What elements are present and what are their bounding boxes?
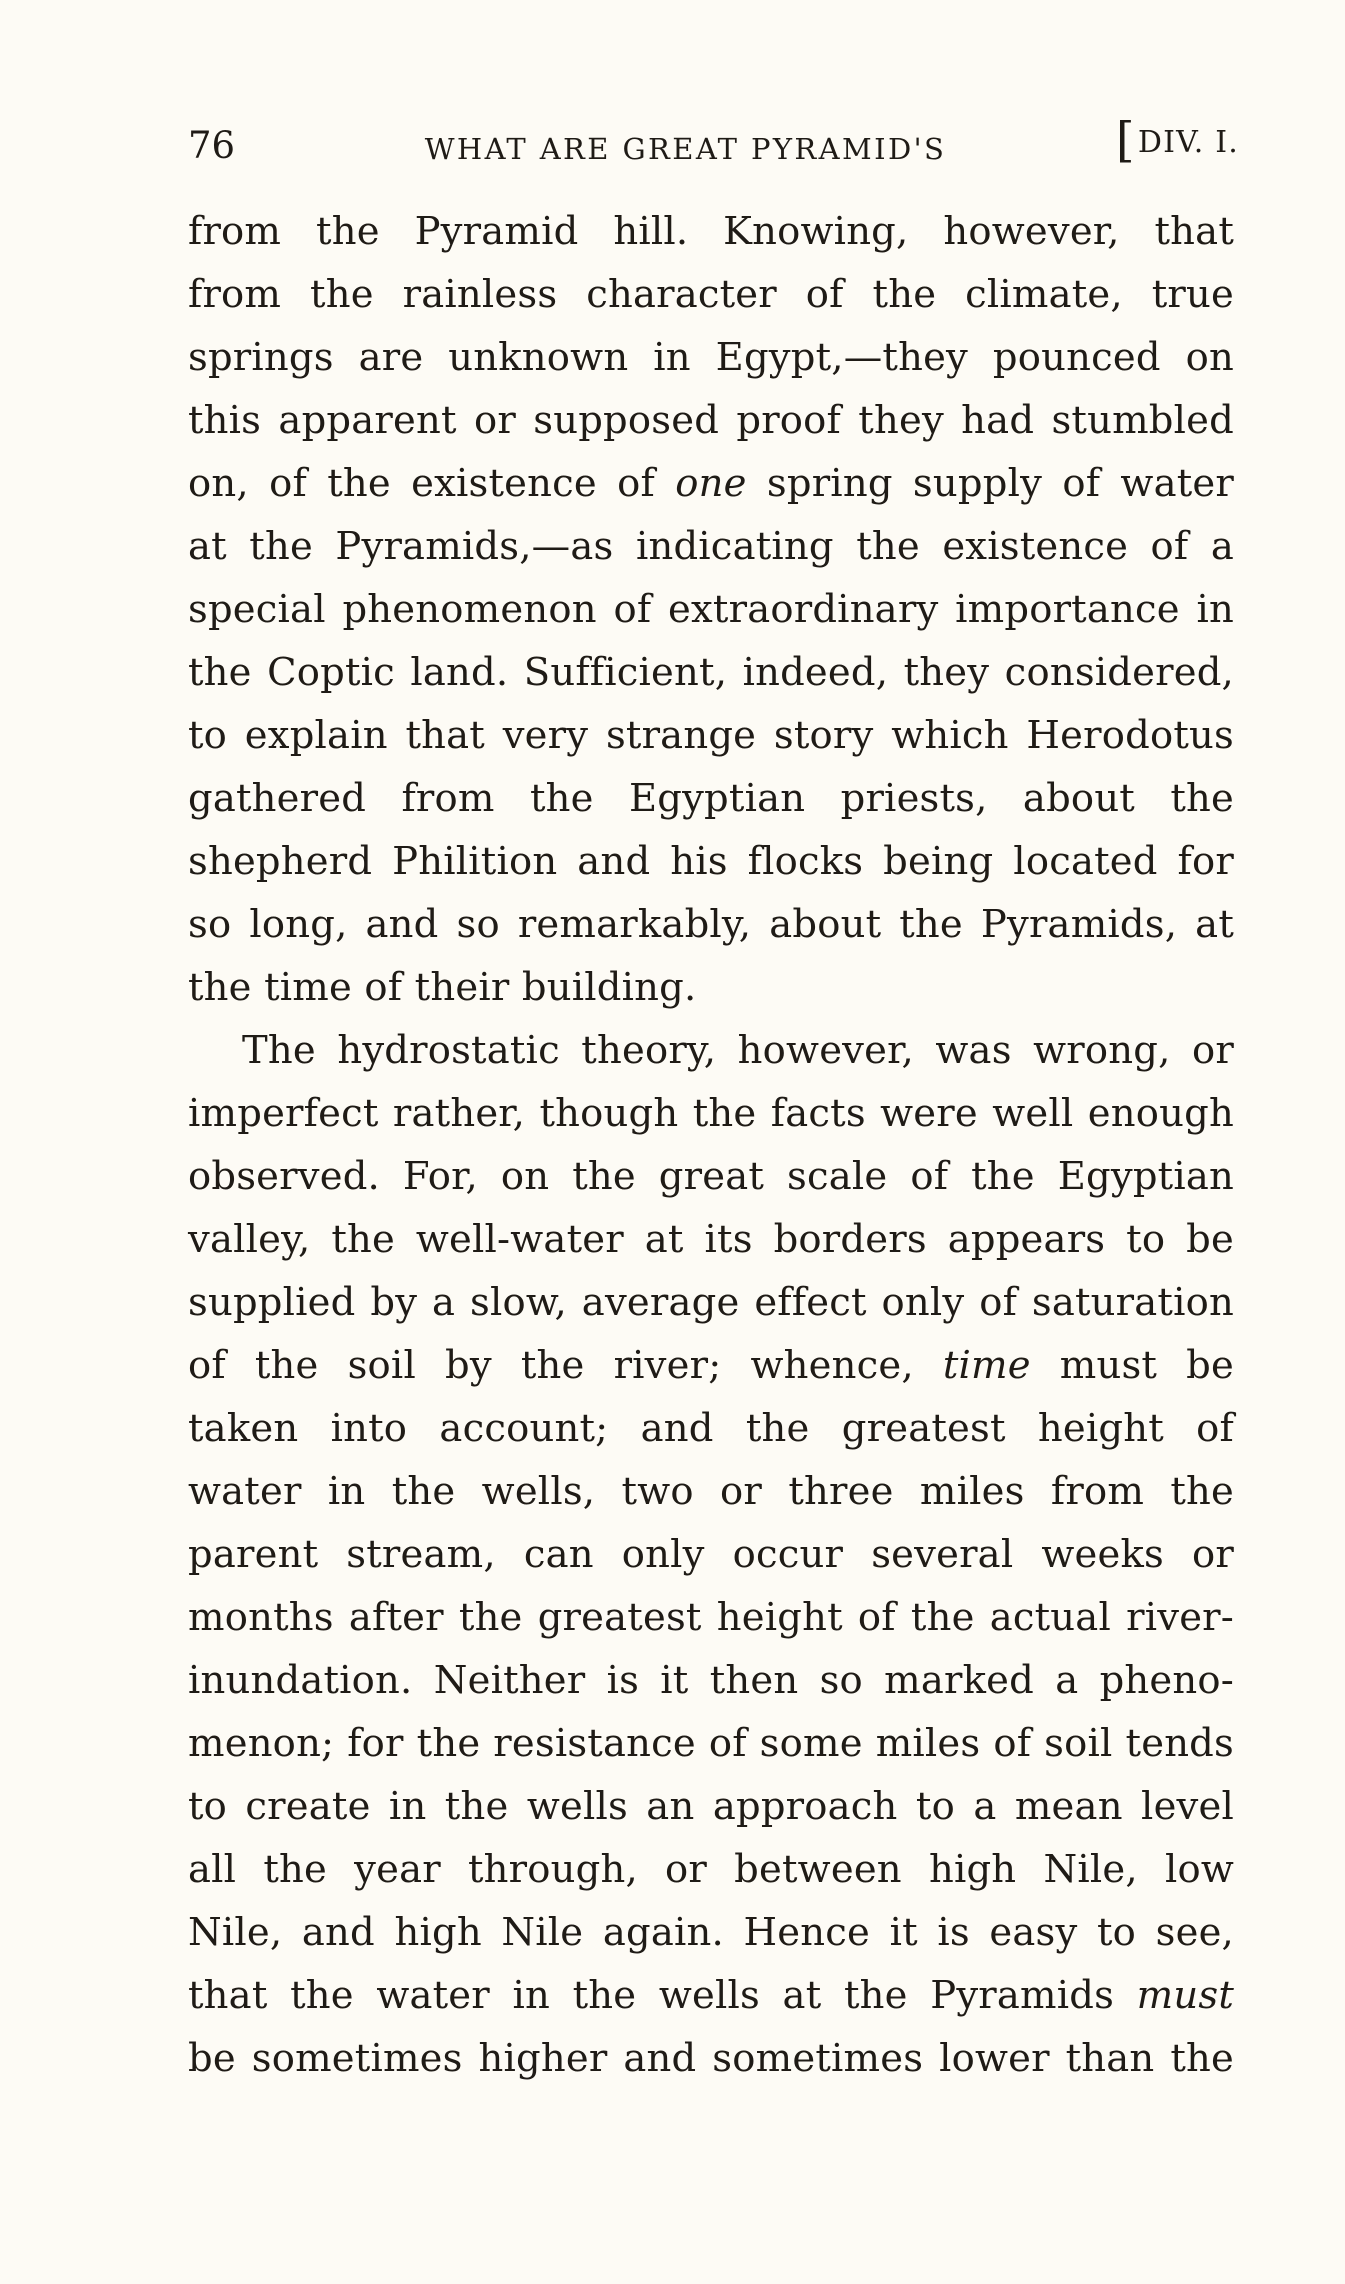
division-marker	[1115, 112, 1239, 168]
text-line: parent stream, can only occur several weeks or	[188, 1532, 1234, 1577]
text-line: The hydrostatic theory, however, was wrong, or	[242, 1028, 1234, 1073]
text-line: months after the greatest height of the actual river-	[188, 1595, 1234, 1640]
text-line: supplied by a slow, average effect only of saturation	[188, 1280, 1234, 1325]
emphasized-word: one	[675, 461, 747, 506]
text-line: this apparent or supposed proof they had stumbled	[188, 398, 1234, 443]
text-line: from the rainless character of the climate, true	[188, 272, 1234, 317]
text-line	[188, 1964, 1234, 2027]
text-line: inundation. Neither is it then so marked a pheno-	[188, 1658, 1234, 1703]
text-line: be sometimes higher and sometimes lower than the	[188, 2036, 1234, 2081]
text-line: the Coptic land. Sufficient, indeed, they considered,	[188, 650, 1234, 695]
emphasized-word: must	[1136, 1973, 1234, 2018]
running-head-title: WHAT ARE GREAT PYRAMID'S	[424, 132, 947, 166]
text-line: from the Pyramid hill. Knowing, however, that	[188, 209, 1234, 254]
text-line: to create in the wells an approach to a mean level	[188, 1784, 1234, 1829]
text-segment: of the soil by the river; whence,	[188, 1343, 943, 1388]
body-text	[188, 200, 1234, 2090]
text-line	[188, 1334, 1234, 1397]
page-number: 76	[188, 124, 236, 167]
text-line	[188, 452, 1234, 515]
text-line: observed. For, on the great scale of the Egyptian	[188, 1154, 1234, 1199]
text-line: all the year through, or between high Nile, low	[188, 1847, 1234, 1892]
running-head	[188, 108, 1239, 168]
text-line: to explain that very strange story which Herodotus	[188, 713, 1234, 758]
text-line: the time of their building.	[188, 965, 697, 1010]
text-line: springs are unknown in Egypt,—they pounced on	[188, 335, 1234, 380]
text-segment: spring supply of water	[746, 461, 1234, 506]
text-line: water in the wells, two or three miles from the	[188, 1469, 1234, 1514]
paragraph-2	[188, 1019, 1234, 2090]
text-segment: must be	[1030, 1343, 1234, 1388]
text-segment: that the water in the wells at the Pyramids	[188, 1973, 1137, 2018]
text-line: menon; for the resistance of some miles of soil tends	[188, 1721, 1234, 1766]
text-line: gathered from the Egyptian priests, about the	[188, 776, 1234, 821]
text-line: special phenomenon of extraordinary importance in	[188, 587, 1234, 632]
text-line: valley, the well-water at its borders appears to be	[188, 1217, 1234, 1262]
emphasized-word: time	[942, 1343, 1031, 1388]
text-line: shepherd Philition and his flocks being located for	[188, 839, 1234, 884]
division-label: DIV. I.	[1137, 125, 1239, 160]
text-line: imperfect rather, though the facts were well enough	[188, 1091, 1234, 1136]
text-segment: on, of the existence of	[188, 461, 676, 506]
text-line: so long, and so remarkably, about the Pyramids, at	[188, 902, 1234, 947]
text-line: at the Pyramids,—as indicating the existence of a	[188, 524, 1234, 569]
text-line: Nile, and high Nile again. Hence it is easy to see,	[188, 1910, 1234, 1955]
text-line: taken into account; and the greatest height of	[188, 1406, 1234, 1451]
paragraph-1	[188, 200, 1234, 1019]
division-bracket: [	[1115, 112, 1136, 168]
